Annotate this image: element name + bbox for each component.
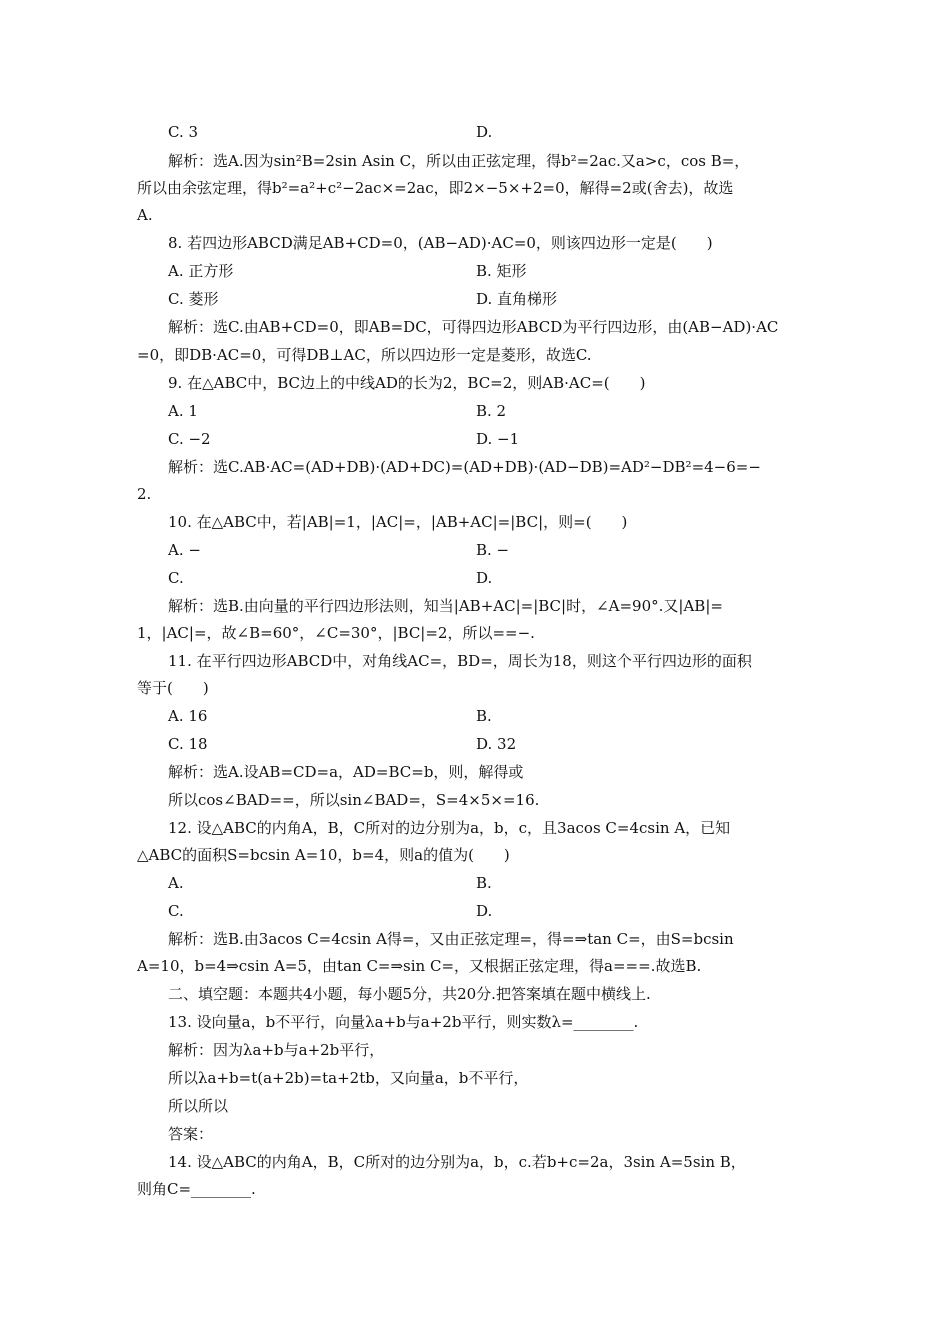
solution-text: 2.: [137, 485, 152, 503]
question-14: 14. 设△ABC的内角A，B，C所对的边分别为a，b，c.若b+c=2a，3sin A=5sin B，: [168, 1153, 746, 1171]
solution-text: 所以所以: [168, 1097, 229, 1115]
option-d: D.: [476, 123, 493, 141]
option-b: B. 2: [476, 402, 507, 420]
option-b: B.: [476, 707, 492, 725]
option-c: C. 菱形: [168, 290, 219, 308]
option-c: C.: [168, 902, 184, 920]
option-a: A. 正方形: [168, 262, 234, 280]
question-12: 12. 设△ABC的内角A，B，C所对的边分别为a，b，c，且3acos C=4csin A，已知: [168, 819, 731, 837]
answer-label: 答案：: [168, 1125, 214, 1143]
option-b: B. −: [476, 541, 510, 559]
option-b: B.: [476, 874, 492, 892]
option-a: A. −: [168, 541, 201, 559]
solution-text: 解析：选C.AB·AC=(AD+DB)·(AD+DC)=(AD+DB)·(AD−DB)=AD²−DB²=4−6=−: [168, 458, 761, 476]
option-a: A. 1: [168, 402, 198, 420]
option-c: C. −2: [168, 430, 211, 448]
question-14-cont: 则角C=________.: [137, 1180, 256, 1198]
solution-text: 所以λa+b=t(a+2b)=ta+2tb，又向量a，b不平行，: [168, 1069, 529, 1087]
option-d: D. 32: [476, 735, 517, 753]
question-13: 13. 设向量a，b不平行，向量λa+b与a+2b平行，则实数λ=________.: [168, 1013, 639, 1031]
solution-text: A=10，b=4⇒csin A=5，由tan C=⇒sin C=，又根据正弦定理，得a===.故选B.: [137, 957, 702, 975]
question-11: 11. 在平行四边形ABCD中，对角线AC=，BD=，周长为18，则这个平行四边形的面积: [168, 652, 752, 670]
solution-text: 解析：因为λa+b与a+2b平行，: [168, 1041, 385, 1059]
solution-text: A.: [137, 206, 153, 224]
option-d: D.: [476, 902, 493, 920]
option-c: C. 3: [168, 123, 199, 141]
question-11-cont: 等于( ): [137, 679, 209, 697]
option-c: C. 18: [168, 735, 208, 753]
solution-text: 所以由余弦定理，得b²=a²+c²−2ac×=2ac，即2×−5×+2=0，解得=2或(舍去)，故选: [137, 179, 734, 197]
solution-text: 所以cos∠BAD==，所以sin∠BAD=，S=4×5×=16.: [168, 791, 540, 809]
option-d: D. −1: [476, 430, 520, 448]
solution-text: 解析：选C.由AB+CD=0，即AB=DC，可得四边形ABCD为平行四边形，由(AB−AD)·AC: [168, 318, 779, 336]
option-a: A.: [168, 874, 184, 892]
option-a: A. 16: [168, 707, 208, 725]
question-9: 9. 在△ABC中，BC边上的中线AD的长为2，BC=2，则AB·AC=( ): [168, 374, 646, 392]
solution-text: 解析：选B.由向量的平行四边形法则，知当|AB+AC|=|BC|时，∠A=90°.又|AB|=: [168, 597, 723, 615]
solution-text: =0，即DB·AC=0，可得DB⊥AC，所以四边形一定是菱形，故选C.: [137, 346, 592, 364]
section-heading: 二、填空题：本题共4小题，每小题5分，共20分.把答案填在题中横线上.: [168, 985, 651, 1003]
option-b: B. 矩形: [476, 262, 527, 280]
solution-text: 1，|AC|=，故∠B=60°，∠C=30°，|BC|=2，所以==−.: [137, 624, 535, 642]
question-8: 8. 若四边形ABCD满足AB+CD=0，(AB−AD)·AC=0，则该四边形一定是( ): [168, 234, 713, 252]
solution-text: 解析：选A.设AB=CD=a，AD=BC=b，则，解得或: [168, 763, 524, 781]
question-12-cont: △ABC的面积S=bcsin A=10，b=4，则a的值为( ): [137, 846, 510, 864]
option-c: C.: [168, 569, 184, 587]
question-10: 10. 在△ABC中，若|AB|=1，|AC|=，|AB+AC|=|BC|，则=( ): [168, 513, 628, 531]
option-d: D. 直角梯形: [476, 290, 558, 308]
option-d: D.: [476, 569, 493, 587]
solution-text: 解析：选B.由3acos C=4csin A得=，又由正弦定理=，得=⇒tan C=，由S=bcsin: [168, 930, 734, 948]
solution-text: 解析：选A.因为sin²B=2sin Asin C，所以由正弦定理，得b²=2ac.又a>c，cos B=，: [168, 152, 750, 170]
